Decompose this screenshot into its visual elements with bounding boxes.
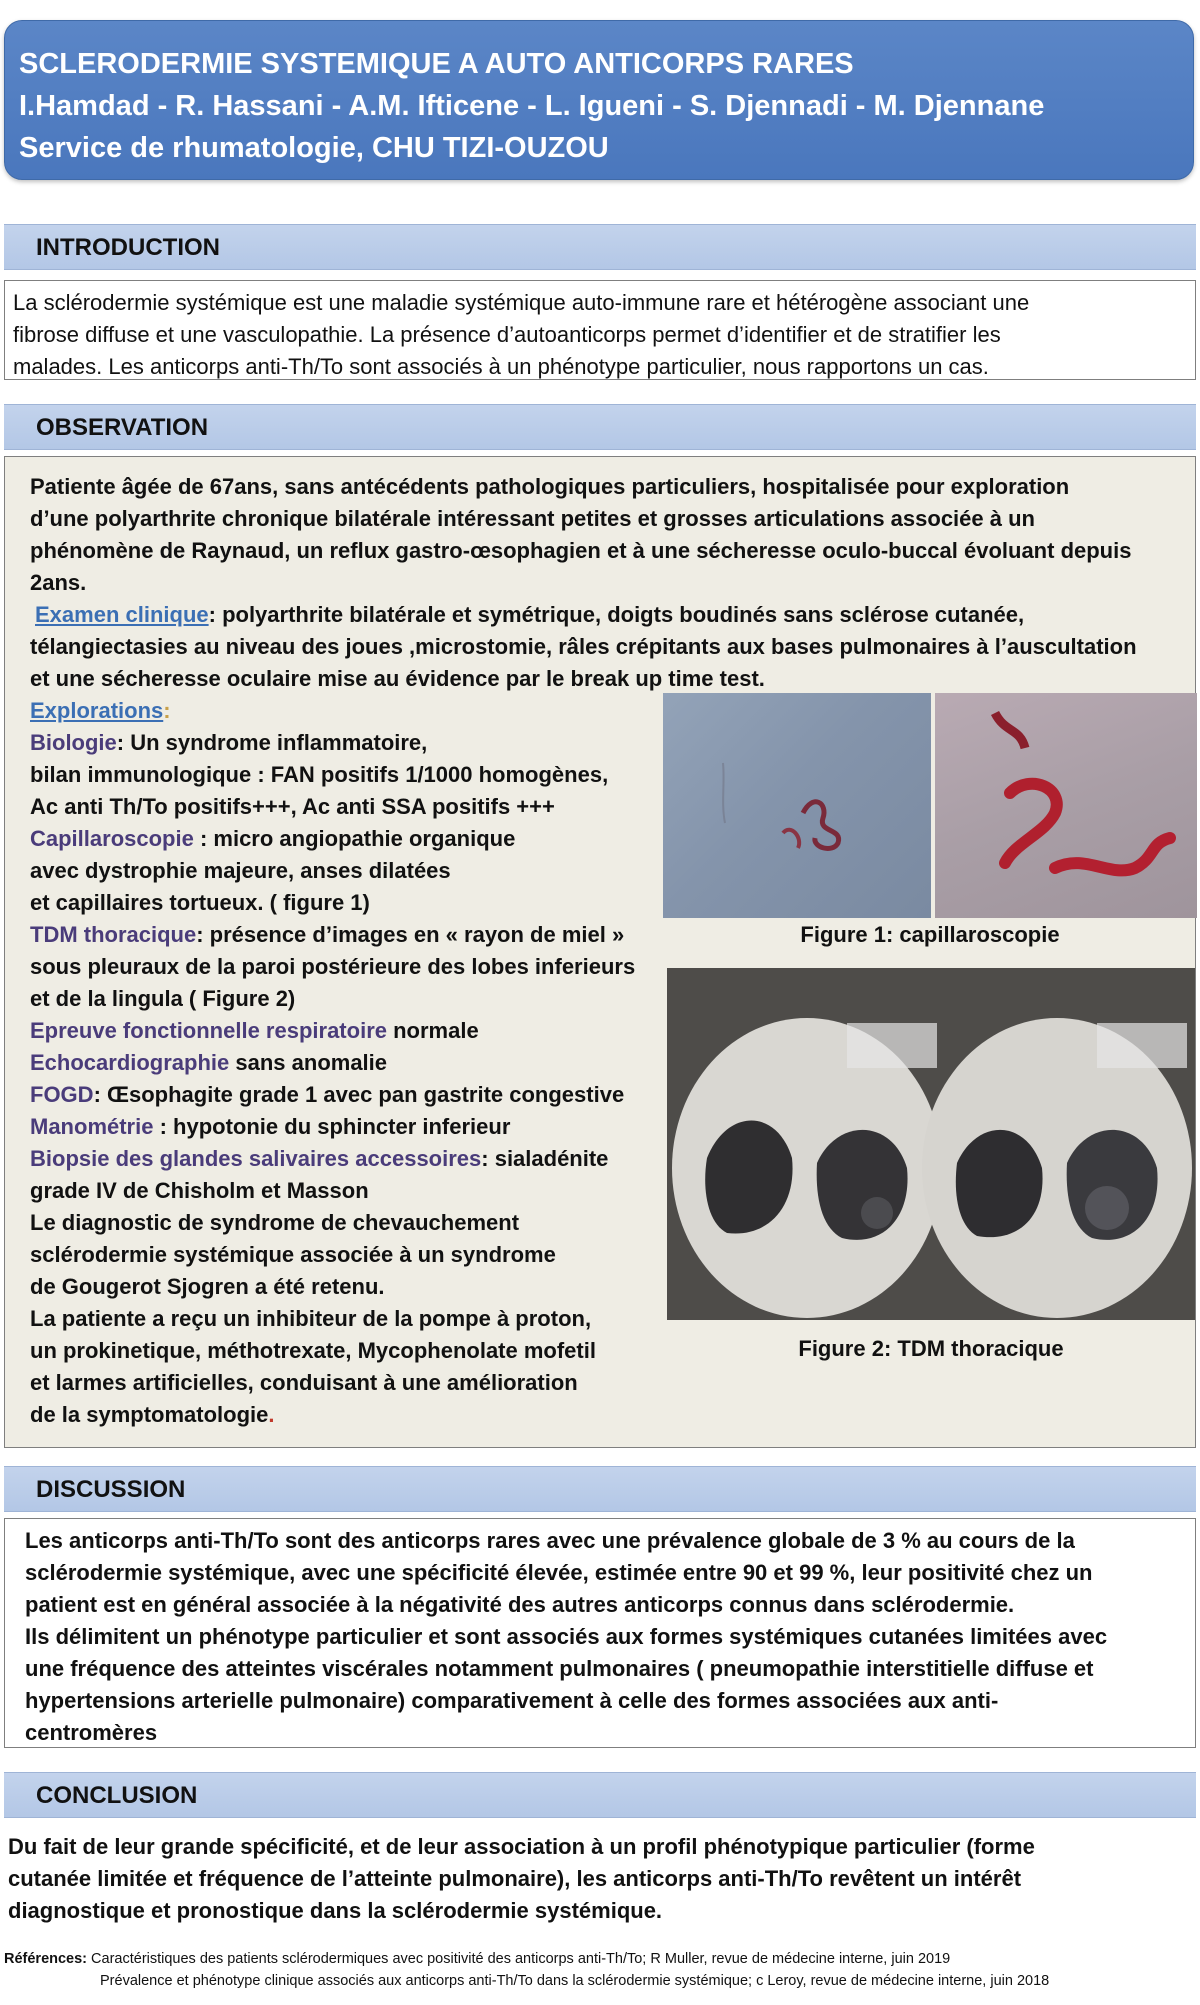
- biologie-line: bilan immunologique : FAN positifs 1/1000 homogènes,: [30, 762, 609, 787]
- reference-2: Prévalence et phénotype clinique associés aux anticorps anti-Th/To dans la sclérodermie systémique; c Leroy, revue de médecine interne, juin 2018: [100, 1973, 1050, 1989]
- biologie-line: Ac anti Th/To positifs+++, Ac anti SSA positifs +++: [30, 794, 555, 819]
- figure-1-left-image: [663, 693, 931, 918]
- biopsie-line: : sialadénite: [481, 1146, 609, 1171]
- fogd-text: : Œsophagite grade 1 avec pan gastrite congestive: [93, 1082, 625, 1107]
- discussion-line: Les anticorps anti-Th/To sont des anticorps rares avec une prévalence globale de 3 % au cours de la: [25, 1528, 1075, 1553]
- observation-intro-line: Patiente âgée de 67ans, sans antécédents pathologiques particuliers, hospitalisée pour exploration: [30, 474, 1070, 499]
- conclusion-line: diagnostique et pronostique dans la sclérodermie systémique.: [8, 1898, 663, 1923]
- discussion-heading: DISCUSSION: [4, 1466, 1196, 1512]
- treatment-line: un prokinetique, méthotrexate, Mycophenolate mofetil: [30, 1338, 596, 1363]
- treatment-line: et larmes artificielles, conduisant à une amélioration: [30, 1370, 578, 1395]
- tdm-line: sous pleuraux de la paroi postérieure des lobes inferieurs: [30, 954, 636, 979]
- conclusion-heading: CONCLUSION: [4, 1772, 1196, 1818]
- exam-line: : polyarthrite bilatérale et symétrique, doigts boudinés sans sclérose cutanée,: [208, 602, 1025, 627]
- capillaro-line: : micro angiopathie organique: [193, 826, 516, 851]
- echo-label: Echocardiographie: [30, 1050, 230, 1075]
- discussion-line: une fréquence des atteintes viscérales notamment pulmonaires ( pneumopathie interstitielle diffuse et: [25, 1656, 1094, 1681]
- exam-line: télangiectasies au niveau des joues ,microstomie, râles crépitants aux bases pulmonaires à l’auscultation: [30, 634, 1137, 659]
- diagnostic-line: de Gougerot Sjogren a été retenu.: [30, 1274, 385, 1299]
- tdm-line: et de la lingula ( Figure 2): [30, 986, 296, 1011]
- treatment-line: La patiente a reçu un inhibiteur de la pompe à proton,: [30, 1306, 592, 1331]
- poster-title: SCLERODERMIE SYSTEMIQUE A AUTO ANTICORPS RARES: [19, 48, 854, 80]
- treatment-line: de la symptomatologie: [30, 1402, 269, 1427]
- discussion-line: patient est en général associée à la négativité des autres anticorps connus dans sclérodermie.: [25, 1592, 1015, 1617]
- examen-clinique-label: Examen clinique: [35, 602, 209, 627]
- poster-authors: I.Hamdad - R. Hassani - A.M. Ifticene - L. Igueni - S. Djennadi - M. Djennane: [19, 90, 1045, 122]
- diagnostic-line: Le diagnostic de syndrome de chevauchement: [30, 1210, 520, 1235]
- observation-intro-line: d’une polyarthrite chronique bilatérale intéressant petites et grosses articulations associée à un: [30, 506, 1035, 531]
- capillaro-line: avec dystrophie majeure, anses dilatées: [30, 858, 451, 883]
- capillaro-line: et capillaires tortueux. ( figure 1): [30, 890, 370, 915]
- biopsie-line: grade IV de Chisholm et Masson: [30, 1178, 369, 1203]
- tdm-line: : présence d’images en « rayon de miel »: [196, 922, 625, 947]
- manometrie-label: Manométrie: [30, 1114, 154, 1139]
- introduction-line: malades. Les anticorps anti-Th/To sont associés à un phénotype particulier, nous rapportons un cas.: [13, 354, 989, 379]
- explorations-label: Explorations: [30, 698, 164, 723]
- figure-2-caption: Figure 2: TDM thoracique: [798, 1336, 1064, 1361]
- discussion-line: Ils délimitent un phénotype particulier et sont associés aux formes systémiques cutanées limitées avec: [25, 1624, 1108, 1649]
- biologie-label: Biologie: [30, 730, 117, 755]
- biologie-line: : Un syndrome inflammatoire,: [116, 730, 428, 755]
- conclusion-line: cutanée limitée et fréquence de l’atteinte pulmonaire), les anticorps anti-Th/To revêtent un intérêt: [8, 1866, 1022, 1891]
- tdm-label: TDM thoracique: [30, 922, 197, 947]
- capillary-left-svg: [663, 693, 931, 918]
- observation-intro-line: phénomène de Raynaud, un reflux gastro-œsophagien et à une sécheresse oculo-buccal évoluant depuis: [30, 538, 1132, 563]
- poster-affiliation: Service de rhumatologie, CHU TIZI-OUZOU: [19, 132, 609, 164]
- mano-text: : hypotonie du sphincter inferieur: [153, 1114, 511, 1139]
- ct-scan-svg: [667, 968, 1195, 1320]
- discussion-line: centromères: [25, 1720, 158, 1745]
- reference-1: Caractéristiques des patients sclérodermiques avec positivité des anticorps anti-Th/To; R Muller, revue de médecine interne, juin 2019: [87, 1951, 951, 1967]
- explorations-colon: :: [163, 698, 171, 723]
- exam-line: et une sécheresse oculaire mise au évidence par le break up time test.: [30, 666, 765, 691]
- echo-text: sans anomalie: [229, 1050, 388, 1075]
- references: [4, 1948, 1194, 1992]
- conclusion-line: Du fait de leur grande spécificité, et de leur association à un profil phénotypique particulier (forme: [8, 1834, 1035, 1859]
- efr-label: Epreuve fonctionnelle respiratoire: [30, 1018, 387, 1043]
- figure-1-caption: Figure 1: capillaroscopie: [800, 922, 1060, 947]
- introduction-box: [4, 280, 1196, 380]
- fogd-label: FOGD: [30, 1082, 94, 1107]
- references-label: Références:: [4, 1951, 88, 1967]
- discussion-box: [4, 1518, 1196, 1748]
- discussion-line: hypertensions arterielle pulmonaire) comparativement à celle des formes associées aux anti-: [25, 1688, 999, 1713]
- treatment-end-dot: .: [268, 1402, 275, 1427]
- introduction-heading: INTRODUCTION: [4, 224, 1196, 270]
- introduction-line: La sclérodermie systémique est une maladie systémique auto-immune rare et hétérogène associant une: [13, 290, 1030, 315]
- figure-2-image: [667, 968, 1195, 1320]
- observation-intro-line: 2ans.: [30, 570, 87, 595]
- biopsie-label: Biopsie des glandes salivaires accessoires: [30, 1146, 482, 1171]
- diagnostic-line: sclérodermie systémique associée à un syndrome: [30, 1242, 556, 1267]
- conclusion-box: [4, 1825, 1196, 1935]
- poster-header: [4, 20, 1194, 180]
- capillaroscopie-label: Capillaroscopie: [30, 826, 194, 851]
- observation-heading: OBSERVATION: [4, 404, 1196, 450]
- discussion-line: sclérodermie systémique, avec une spécificité élevée, estimée entre 90 et 99 %, leur positivité chez un: [25, 1560, 1093, 1585]
- efr-text: normale: [386, 1018, 479, 1043]
- introduction-line: fibrose diffuse et une vasculopathie. La présence d’autoanticorps permet d’identifier et de stratifier les: [13, 322, 1001, 347]
- figure-1-right-image: [935, 693, 1197, 918]
- capillary-right-svg: [935, 693, 1197, 918]
